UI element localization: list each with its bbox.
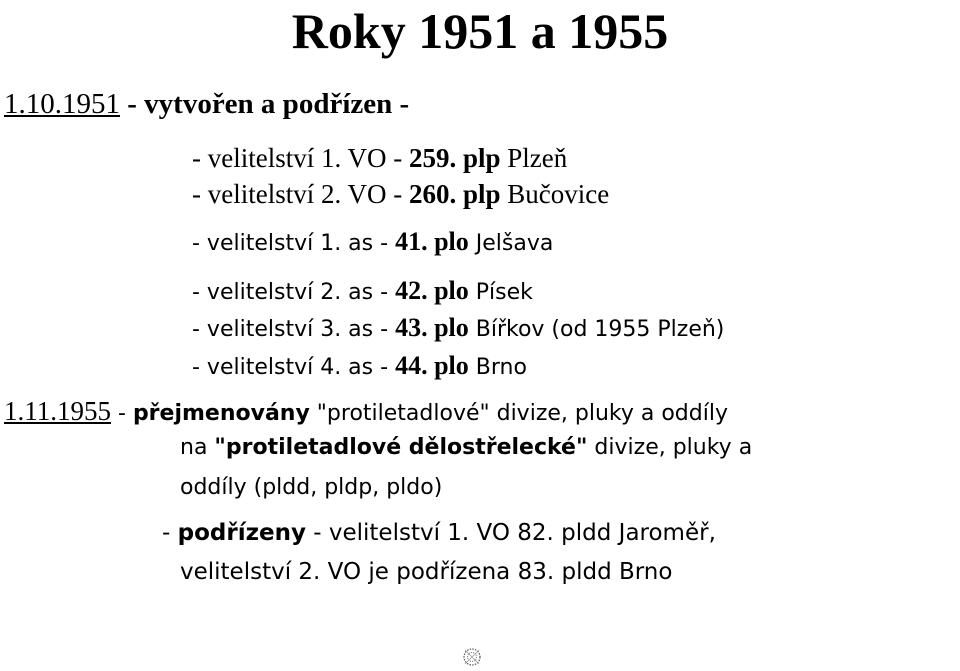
watermark-icon (461, 646, 483, 668)
section2-line-1: 1.11.1955 - přejmenovány "protiletadlové" divize, pluky a oddíly (4, 396, 728, 426)
unit-line-4: - velitelství 2. as - 42. plo Písek (192, 276, 533, 305)
page-title: Roky 1951 a 1955 (291, 3, 669, 59)
unit-line-1: - velitelství 1. VO - 259. plp Plzeň (192, 143, 568, 173)
unit-line-6: - velitelství 4. as - 44. plo Brno (192, 351, 527, 380)
section2-line-5: velitelství 2. VO je podřízena 83. pldd Brno (180, 559, 673, 585)
unit-line-2: - velitelství 2. VO - 260. plp Bučovice (192, 179, 610, 209)
unit-line-3: - velitelství 1. as - 41. plo Jelšava (192, 227, 554, 256)
date-1951: 1.10.1951 (4, 88, 120, 120)
section1-heading: - vytvořen a podřízen - (120, 88, 410, 120)
date-1955: 1.11.1955 (4, 396, 111, 426)
section2-line-3: oddíly (pldd, pldp, pldo) (180, 475, 443, 500)
section2-line-4: - podřízeny - velitelství 1. VO 82. pldd Jaroměř, (162, 520, 716, 546)
section2-line-2: na "protiletadlové dělostřelecké" divize, pluky a (180, 435, 753, 460)
section1-header (4, 90, 409, 119)
unit-line-5: - velitelství 3. as - 43. plo Bířkov (od 1955 Plzeň) (192, 313, 725, 342)
